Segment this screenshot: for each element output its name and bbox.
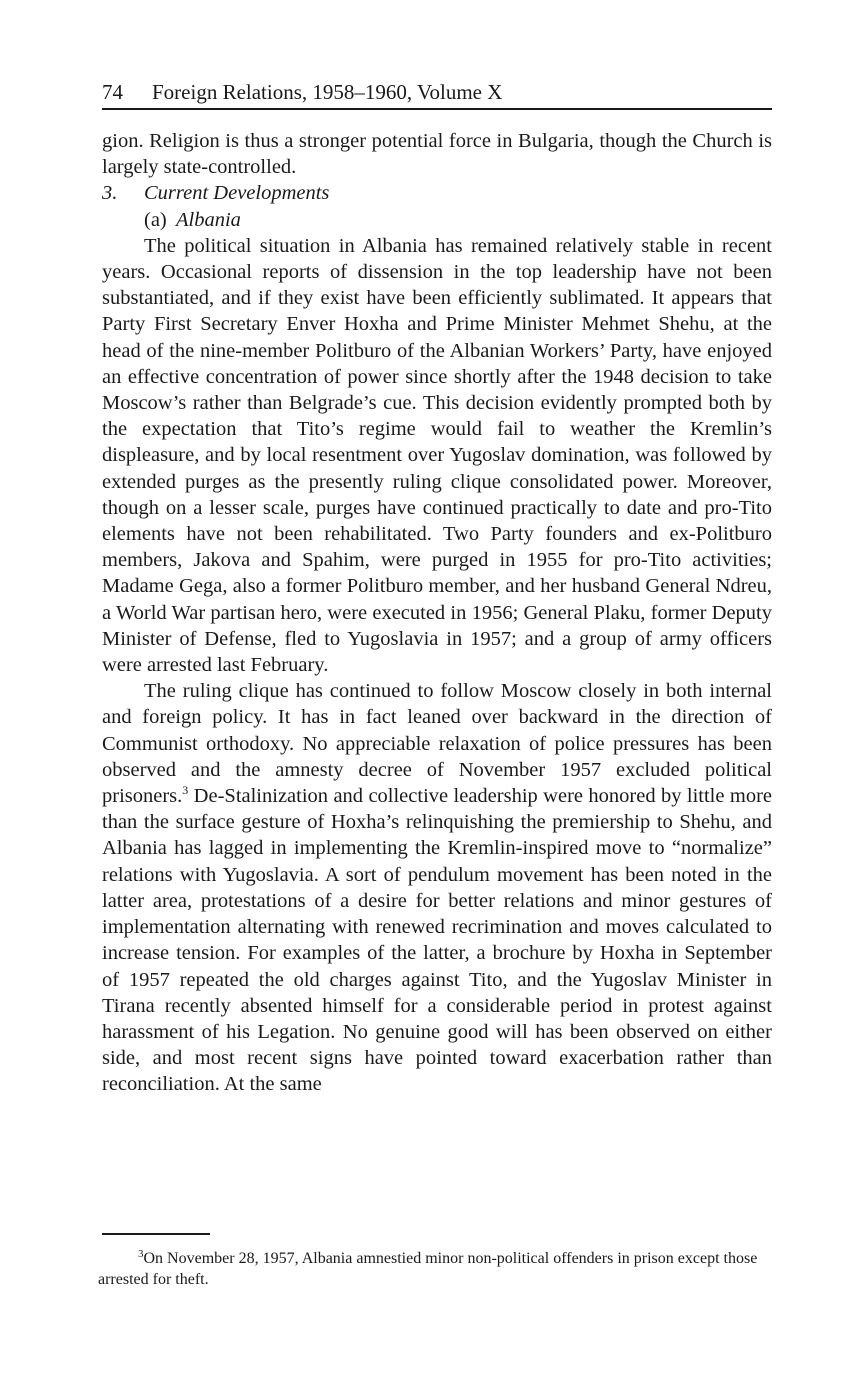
- section-heading: [102, 180, 772, 206]
- page: [102, 78, 772, 1098]
- subsection-title: Albania: [176, 208, 241, 231]
- paragraph-albania-situation: The political situation in Albania has remained relatively stable in recent years. Occasional reports of dissension in the top leadership have not been substantiated, and if they exist have been efficiently sublimated. It appears that Party First Secretary Enver Hoxha and Prime Minister Mehmet Shehu, at the head of the nine-member Politburo of the Albanian Workers’ Party, have enjoyed an effective concentration of power since shortly after the 1948 decision to take Moscow’s rather than Belgrade’s cue. This decision evidently prompted both by the expectation that Tito’s regime would fail to weather the Kremlin’s displeasure, and by local resentment over Yugoslav domination, was followed by extended purges as the presently ruling clique consolidated power. Moreover, though on a lesser scale, purges have continued practically to date and pro-Tito elements have not been rehabilitated. Two Party founders and ex-Politburo members, Jakova and Spahim, were purged in 1955 for pro-Tito activities; Madame Gega, also a former Politburo member, and her husband General Ndreu, a World War partisan hero, were executed in 1956; General Plaku, former Deputy Minister of Defense, fled to Yugoslavia in 1957; and a group of army officers were arrested last February.: [102, 234, 772, 677]
- continuation-paragraph: gion. Religion is thus a stronger potential force in Bulgaria, though the Church is largely state-controlled.: [102, 130, 772, 179]
- paragraph-2-before-note: The ruling clique has continued to follow Moscow closely in both internal and foreign policy. It has in fact leaned over backward in the direction of Communist orthodoxy. No appreciable relaxation of police pressures has been observed and the amnesty decree of November 1957 excluded political prisoners.: [102, 680, 772, 808]
- subsection-heading: [102, 207, 772, 233]
- body-text: [102, 128, 772, 1098]
- section-title: Current Developments: [144, 182, 330, 205]
- subsection-number: (a): [144, 208, 167, 231]
- paragraph-ruling-clique: [102, 678, 772, 1097]
- paragraph-2-after-note: De-Stalinization and collective leadership were honored by little more than the surface gesture of Hoxha’s relinquishing the premiership to Shehu, and Albania has lagged in implementing the Kremlin-inspired move to “normalize” relations with Yugoslavia. A sort of pendulum movement has been noted in the latter area, protestations of a desire for better relations and minor gestures of implementation alternating with renewed recrimination and moves calculated to increase tension. For examples of the latter, a brochure by Hoxha in September of 1957 repeated the old charges against Tito, and the Yugoslav Minister in Tirana recently absented himself for a considerable period in protest against harassment of his Legation. No genuine good will has been observed on either side, and most recent signs have pointed toward exacerbation rather than reconciliation. At the same: [102, 785, 772, 1096]
- page-number: 74: [102, 80, 123, 104]
- footnote-divider: [102, 1233, 210, 1235]
- footnote-text: On November 28, 1957, Albania amnestied minor non-political offenders in prison except those arrested for theft.: [98, 1250, 758, 1288]
- running-title: Foreign Relations, 1958–1960, Volume X: [152, 80, 503, 104]
- footnote-reference[interactable]: 3: [182, 783, 189, 798]
- section-number: 3.: [102, 182, 118, 205]
- running-head: [102, 78, 772, 110]
- footnote: 3On November 28, 1957, Albania amnestied minor non-political offenders in prison except those arrested for theft.: [98, 1247, 758, 1288]
